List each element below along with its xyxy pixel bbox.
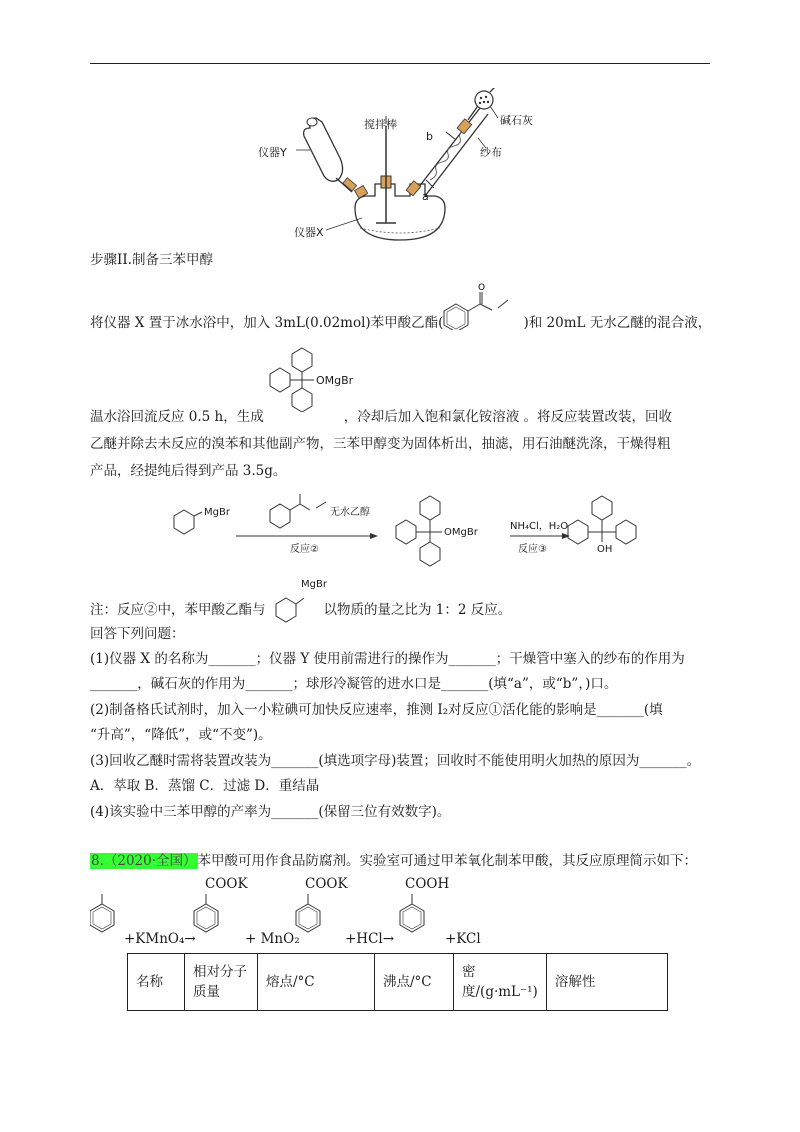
scheme-reaction2: 反应② <box>290 544 319 555</box>
step2-paragraph-line1: 将仪器 X 置于冰水浴中，加入 3mL(0.02mol)苯甲酸乙酯( )和 20mL 无水乙醚的混合液， <box>90 315 712 331</box>
eq-hcl: +HCl→ <box>345 931 395 947</box>
eq-mno2: + MnO₂ <box>245 931 300 947</box>
question1-line2: _______，碱石灰的作用为_______；球形冷凝管的进水口是_______(填“a”，或“b”，)口。 <box>90 676 618 692</box>
eq-cook2: COOK <box>305 876 348 892</box>
header-density: 密度/(g·mL⁻¹) <box>454 954 547 1011</box>
scheme-mgbr: MgBr <box>204 507 230 518</box>
stirrer-label: 搅拌棒 <box>364 118 397 131</box>
scheme-oh: OH <box>597 544 613 555</box>
header-solubility: 溶解性 <box>546 954 667 1011</box>
question2-line2: “升高”，“降低”，或“不变”)。 <box>90 727 272 743</box>
question3-options: A．萃取 B．蒸馏 C．过滤 D．重结晶 <box>90 778 320 794</box>
question4: (4)该实验中三苯甲醇的产率为_______(保留三位有效数字)。 <box>90 804 451 820</box>
eq-cook1: COOK <box>205 876 248 892</box>
note-line: 注：反应②中，苯甲酸乙酯与 以物质的量之比为 1：2 反应。 <box>90 602 512 618</box>
table-header-row <box>128 954 668 1011</box>
note-mgbr: MgBr <box>301 579 327 590</box>
port-a-label: a <box>422 190 429 203</box>
question3: (3)回收乙醚时需将装置改装为_______(填选项字母)装置；回收时不能使用明火加热的原因为_______。 <box>90 753 701 769</box>
scheme-omgbr: OMgBr <box>444 527 478 538</box>
scheme-reagents3: NH₄Cl，H₂O <box>510 521 569 532</box>
question2-line1: (2)制备格氏试剂时，加入一小粒碘可加快反应速率，推测 I₂对反应①活化能的影响是_______(填 <box>90 702 663 718</box>
header-name: 名称 <box>128 954 185 1011</box>
gauze-label: 纱布 <box>480 146 502 159</box>
port-b-label: b <box>426 130 433 143</box>
eq-kmno4: +KMnO₄→ <box>124 931 196 947</box>
step2-paragraph-line2: 温水浴回流反应 0.5 h，生成 ，冷却后加入饱和氯化铵溶液 。将反应装置改装，回收 <box>90 409 673 425</box>
questions-intro: 回答下列问题： <box>90 626 185 642</box>
header-molar-mass: 相对分子质量 <box>185 954 258 1011</box>
problem8-line: 8.（2020·全国）苯甲酸可用作食品防腐剂。实验室可通过甲苯氧化制苯甲酸，其反应原理简示如下： <box>91 853 698 869</box>
instrument-x-label: 仪器X <box>294 226 324 239</box>
properties-table <box>127 953 668 1011</box>
scheme-solvent: 无水乙醇 <box>330 507 370 518</box>
question1-line1: (1)仪器 X 的名称为_______；仪器 Y 使用前需进行的操作为_______；干燥管中塞入的纱布的作用为 <box>90 651 685 667</box>
step2-paragraph-line4: 产品，经提纯后得到产品 3.5g。 <box>90 463 287 479</box>
reaction-scheme <box>170 490 650 570</box>
eq-kcl: +KCl <box>445 931 481 947</box>
header-rule <box>90 63 710 64</box>
svg-text:O: O <box>478 283 486 293</box>
step2-title: 步骤II.制备三苯甲醇 <box>90 252 213 268</box>
scheme-reaction3: 反应③ <box>518 544 547 555</box>
step2-paragraph-line3: 乙醚并除去未反应的溴苯和其他副产物，三苯甲醇变为固体析出，抽滤，用石油醚洗涤，干燥得粗 <box>90 436 671 452</box>
instrument-y-label: 仪器Y <box>258 146 287 159</box>
header-melting-point: 熔点/°C <box>258 954 375 1011</box>
limestone-label: 碱石灰 <box>500 114 533 127</box>
problem8-tag: 8.（2020·全国） <box>91 853 197 869</box>
eq-cooh: COOH <box>405 876 450 892</box>
omgbr-label: OMgBr <box>316 374 354 387</box>
header-boiling-point: 沸点/°C <box>375 954 454 1011</box>
